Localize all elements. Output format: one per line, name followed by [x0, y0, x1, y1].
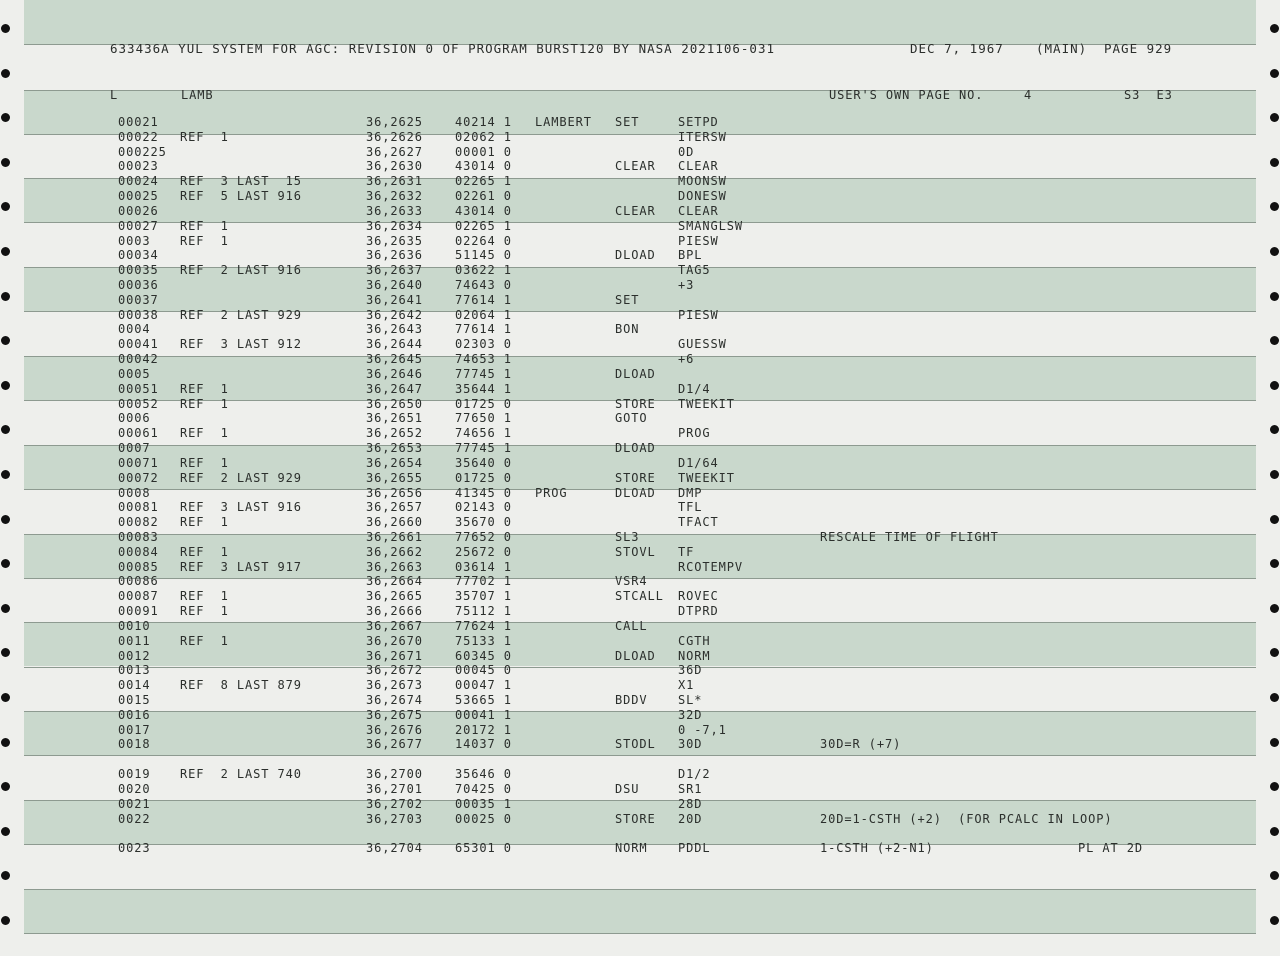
row-opcode: DLOAD — [615, 486, 656, 500]
row-operand: D1/2 — [678, 767, 711, 781]
tractor-hole — [1, 381, 10, 390]
row-operand: ROVEC — [678, 589, 719, 603]
row-address: 36,2634 — [366, 219, 423, 233]
row-octal-code: 75133 1 — [455, 634, 512, 648]
band-rule — [24, 755, 1256, 756]
row-address: 36,2701 — [366, 782, 423, 796]
row-octal-code: 77745 1 — [455, 367, 512, 381]
row-location: 00022 — [118, 130, 159, 144]
row-operand: CLEAR — [678, 204, 719, 218]
row-opcode: STOVL — [615, 545, 656, 559]
row-address: 36,2667 — [366, 619, 423, 633]
row-octal-code: 02303 0 — [455, 337, 512, 351]
row-address: 36,2640 — [366, 278, 423, 292]
row-operand: +6 — [678, 352, 695, 366]
row-reference: REF 2 LAST 916 — [180, 263, 302, 277]
row-opcode: VSR4 — [615, 574, 648, 588]
row-octal-code: 00035 1 — [455, 797, 512, 811]
tractor-hole — [1, 871, 10, 880]
row-operand: 0 -7,1 — [678, 723, 727, 737]
row-label: LAMBERT — [535, 115, 592, 129]
row-location: 0007 — [118, 441, 151, 455]
row-octal-code: 00045 0 — [455, 663, 512, 677]
users-page-number: 4 — [1024, 88, 1033, 102]
row-address: 36,2673 — [366, 678, 423, 692]
row-location: 00025 — [118, 189, 159, 203]
row-operand: D1/64 — [678, 456, 719, 470]
row-octal-code: 14037 0 — [455, 737, 512, 751]
row-operand: DMP — [678, 486, 703, 500]
row-address: 36,2650 — [366, 397, 423, 411]
row-location: 00041 — [118, 337, 159, 351]
row-address: 36,2704 — [366, 841, 423, 855]
subheader-left: L — [110, 88, 119, 102]
row-address: 36,2700 — [366, 767, 423, 781]
row-opcode: GOTO — [615, 411, 648, 425]
row-octal-code: 41345 0 — [455, 486, 512, 500]
row-octal-code: 75112 1 — [455, 604, 512, 618]
page-title: 633436A YUL SYSTEM FOR AGC: REVISION 0 OF PROGRAM BURST120 BY NASA 2021106-031 — [110, 41, 775, 56]
row-octal-code: 53665 1 — [455, 693, 512, 707]
row-location: 00036 — [118, 278, 159, 292]
row-reference: REF 1 — [180, 604, 229, 618]
row-octal-code: 35640 0 — [455, 456, 512, 470]
tractor-hole — [1, 916, 10, 925]
row-octal-code: 43014 0 — [455, 204, 512, 218]
row-location: 00083 — [118, 530, 159, 544]
row-location: 00084 — [118, 545, 159, 559]
row-address: 36,2627 — [366, 145, 423, 159]
row-address: 36,2641 — [366, 293, 423, 307]
row-octal-code: 00047 1 — [455, 678, 512, 692]
row-octal-code: 35646 0 — [455, 767, 512, 781]
row-operand: TAG5 — [678, 263, 711, 277]
tractor-hole — [1, 648, 10, 657]
row-opcode: BON — [615, 322, 640, 336]
row-location: 0003 — [118, 234, 151, 248]
row-opcode: DLOAD — [615, 441, 656, 455]
row-operand: SR1 — [678, 782, 703, 796]
row-octal-code: 03622 1 — [455, 263, 512, 277]
row-operand: 0D — [678, 145, 695, 159]
row-opcode: CALL — [615, 619, 648, 633]
row-octal-code: 02265 1 — [455, 174, 512, 188]
tractor-hole — [1, 158, 10, 167]
row-location: 00035 — [118, 263, 159, 277]
row-location: 00091 — [118, 604, 159, 618]
row-address: 36,2676 — [366, 723, 423, 737]
row-operand: 28D — [678, 797, 703, 811]
tractor-hole — [1, 604, 10, 613]
row-location: 0020 — [118, 782, 151, 796]
tractor-hole — [1270, 515, 1279, 524]
row-operand: ITERSW — [678, 130, 727, 144]
row-location: 0016 — [118, 708, 151, 722]
row-address: 36,2670 — [366, 634, 423, 648]
row-reference: REF 3 LAST 916 — [180, 500, 302, 514]
row-address: 36,2643 — [366, 322, 423, 336]
greenbar-band — [24, 889, 1256, 933]
tractor-hole — [1270, 247, 1279, 256]
page-number: PAGE 929 — [1104, 41, 1173, 56]
tractor-hole — [1270, 604, 1279, 613]
row-operand: SETPD — [678, 115, 719, 129]
row-reference: REF 1 — [180, 634, 229, 648]
row-operand: GUESSW — [678, 337, 727, 351]
row-octal-code: 77650 1 — [455, 411, 512, 425]
row-octal-code: 77614 1 — [455, 322, 512, 336]
row-octal-code: 77745 1 — [455, 441, 512, 455]
tractor-hole — [1, 425, 10, 434]
tractor-hole — [1270, 871, 1279, 880]
row-location: 00027 — [118, 219, 159, 233]
row-operand: TFACT — [678, 515, 719, 529]
tractor-hole — [1, 827, 10, 836]
row-location: 0017 — [118, 723, 151, 737]
tractor-hole — [1, 113, 10, 122]
row-octal-code: 02062 1 — [455, 130, 512, 144]
row-location: 0005 — [118, 367, 151, 381]
row-comment: 1-CSTH (+2-N1) — [820, 841, 934, 855]
row-octal-code: 60345 0 — [455, 649, 512, 663]
row-location: 00086 — [118, 574, 159, 588]
row-opcode: CLEAR — [615, 159, 656, 173]
row-reference: REF 1 — [180, 515, 229, 529]
tractor-hole — [1, 336, 10, 345]
row-opcode: SET — [615, 293, 640, 307]
tractor-hole — [1270, 693, 1279, 702]
tractor-hole — [1270, 113, 1279, 122]
row-opcode: SET — [615, 115, 640, 129]
tractor-hole — [1270, 292, 1279, 301]
subheader-right: S3 E3 — [1124, 88, 1173, 102]
row-location: 00024 — [118, 174, 159, 188]
band-rule — [24, 667, 1256, 668]
row-reference: REF 1 — [180, 382, 229, 396]
row-address: 36,2626 — [366, 130, 423, 144]
row-octal-code: 77702 1 — [455, 574, 512, 588]
row-operand: 32D — [678, 708, 703, 722]
row-location: 0022 — [118, 812, 151, 826]
row-address: 36,2645 — [366, 352, 423, 366]
row-location: 0023 — [118, 841, 151, 855]
row-octal-code: 35707 1 — [455, 589, 512, 603]
tractor-hole — [1270, 470, 1279, 479]
row-address: 36,2633 — [366, 204, 423, 218]
row-address: 36,2644 — [366, 337, 423, 351]
row-octal-code: 02265 1 — [455, 219, 512, 233]
tractor-hole — [1, 470, 10, 479]
row-location: 0014 — [118, 678, 151, 692]
row-reference: REF 1 — [180, 130, 229, 144]
row-reference: REF 1 — [180, 545, 229, 559]
row-octal-code: 02261 0 — [455, 189, 512, 203]
row-operand: RCOTEMPV — [678, 560, 743, 574]
tractor-hole — [1270, 381, 1279, 390]
row-location: 00042 — [118, 352, 159, 366]
row-address: 36,2647 — [366, 382, 423, 396]
row-reference: REF 1 — [180, 456, 229, 470]
row-address: 36,2666 — [366, 604, 423, 618]
row-location: 00051 — [118, 382, 159, 396]
row-operand: TWEEKIT — [678, 397, 735, 411]
tractor-hole — [1270, 559, 1279, 568]
row-address: 36,2635 — [366, 234, 423, 248]
row-operand: NORM — [678, 649, 711, 663]
row-address: 36,2657 — [366, 500, 423, 514]
tractor-hole — [1, 202, 10, 211]
row-address: 36,2674 — [366, 693, 423, 707]
band-rule — [24, 534, 1256, 535]
row-location: 00026 — [118, 204, 159, 218]
row-opcode: SL3 — [615, 530, 640, 544]
row-reference: REF 3 LAST 15 — [180, 174, 302, 188]
row-address: 36,2631 — [366, 174, 423, 188]
row-opcode: CLEAR — [615, 204, 656, 218]
row-address: 36,2662 — [366, 545, 423, 559]
row-location: 0018 — [118, 737, 151, 751]
tractor-hole — [1, 292, 10, 301]
row-location: 0011 — [118, 634, 151, 648]
row-octal-code: 00025 0 — [455, 812, 512, 826]
row-address: 36,2672 — [366, 663, 423, 677]
row-reference: REF 1 — [180, 426, 229, 440]
row-octal-code: 02264 0 — [455, 234, 512, 248]
tractor-hole — [1270, 916, 1279, 925]
row-address: 36,2663 — [366, 560, 423, 574]
band-rule — [24, 356, 1256, 357]
row-operand: TFL — [678, 500, 703, 514]
row-address: 36,2654 — [366, 456, 423, 470]
row-address: 36,2651 — [366, 411, 423, 425]
row-location: 00034 — [118, 248, 159, 262]
tractor-hole — [1, 515, 10, 524]
row-octal-code: 74656 1 — [455, 426, 512, 440]
row-octal-code: 77652 0 — [455, 530, 512, 544]
row-location: 0021 — [118, 797, 151, 811]
row-operand: 20D — [678, 812, 703, 826]
row-location: 00071 — [118, 456, 159, 470]
row-reference: REF 3 LAST 912 — [180, 337, 302, 351]
row-address: 36,2660 — [366, 515, 423, 529]
row-address: 36,2677 — [366, 737, 423, 751]
row-reference: REF 8 LAST 879 — [180, 678, 302, 692]
row-operand: CLEAR — [678, 159, 719, 173]
row-address: 36,2703 — [366, 812, 423, 826]
row-address: 36,2665 — [366, 589, 423, 603]
tractor-hole — [1, 247, 10, 256]
row-operand: TWEEKIT — [678, 471, 735, 485]
row-opcode: STORE — [615, 812, 656, 826]
row-octal-code: 65301 0 — [455, 841, 512, 855]
row-octal-code: 77614 1 — [455, 293, 512, 307]
row-octal-code: 51145 0 — [455, 248, 512, 262]
row-octal-code: 74643 0 — [455, 278, 512, 292]
row-address: 36,2646 — [366, 367, 423, 381]
row-octal-code: 74653 1 — [455, 352, 512, 366]
row-opcode: DSU — [615, 782, 640, 796]
row-operand: DONESW — [678, 189, 727, 203]
row-octal-code: 70425 0 — [455, 782, 512, 796]
log-section-name: LAMB — [181, 88, 214, 102]
row-address: 36,2661 — [366, 530, 423, 544]
row-comment: 20D=1-CSTH (+2) (FOR PCALC IN LOOP) — [820, 812, 1113, 826]
row-operand: SL* — [678, 693, 703, 707]
row-address: 36,2642 — [366, 308, 423, 322]
row-operand: CGTH — [678, 634, 711, 648]
row-octal-code: 40214 1 — [455, 115, 512, 129]
row-address: 36,2671 — [366, 649, 423, 663]
row-location: 0013 — [118, 663, 151, 677]
row-octal-code: 43014 0 — [455, 159, 512, 173]
tractor-hole — [1, 24, 10, 33]
row-octal-code: 00041 1 — [455, 708, 512, 722]
row-address: 36,2630 — [366, 159, 423, 173]
row-location: 0019 — [118, 767, 151, 781]
row-reference: REF 2 LAST 929 — [180, 471, 302, 485]
tractor-hole — [1, 559, 10, 568]
row-operand: +3 — [678, 278, 695, 292]
row-address: 36,2656 — [366, 486, 423, 500]
row-location: 00081 — [118, 500, 159, 514]
row-address: 36,2702 — [366, 797, 423, 811]
row-octal-code: 00001 0 — [455, 145, 512, 159]
row-location: 0010 — [118, 619, 151, 633]
row-reference: REF 5 LAST 916 — [180, 189, 302, 203]
row-location: 0015 — [118, 693, 151, 707]
row-reference: REF 3 LAST 917 — [180, 560, 302, 574]
row-location: 00085 — [118, 560, 159, 574]
row-reference: REF 1 — [180, 589, 229, 603]
row-opcode: STORE — [615, 471, 656, 485]
row-address: 36,2652 — [366, 426, 423, 440]
row-location: 00082 — [118, 515, 159, 529]
row-operand: TF — [678, 545, 695, 559]
row-operand: PIESW — [678, 308, 719, 322]
row-location: 00037 — [118, 293, 159, 307]
band-rule — [24, 800, 1256, 801]
band-rule — [24, 711, 1256, 712]
row-operand: PROG — [678, 426, 711, 440]
row-octal-code: 35644 1 — [455, 382, 512, 396]
row-location: 00087 — [118, 589, 159, 603]
row-label: PROG — [535, 486, 568, 500]
row-address: 36,2653 — [366, 441, 423, 455]
users-page-label: USER'S OWN PAGE NO. — [829, 88, 984, 102]
row-octal-code: 25672 0 — [455, 545, 512, 559]
row-location: 00021 — [118, 115, 159, 129]
print-date: DEC 7, 1967 — [910, 41, 1004, 56]
tractor-hole — [1270, 336, 1279, 345]
row-opcode: STODL — [615, 737, 656, 751]
row-location: 00061 — [118, 426, 159, 440]
band-rule — [24, 889, 1256, 890]
row-reference: REF 1 — [180, 219, 229, 233]
row-opcode: STORE — [615, 397, 656, 411]
row-opcode: STCALL — [615, 589, 664, 603]
row-location: 0006 — [118, 411, 151, 425]
tractor-hole — [1270, 69, 1279, 78]
section-label: (MAIN) — [1036, 41, 1088, 56]
row-operand: PIESW — [678, 234, 719, 248]
row-location: 00072 — [118, 471, 159, 485]
row-operand: PDDL — [678, 841, 711, 855]
tractor-hole — [1, 693, 10, 702]
row-octal-code: 01725 0 — [455, 471, 512, 485]
row-opcode: DLOAD — [615, 367, 656, 381]
tractor-hole — [1270, 202, 1279, 211]
row-address: 36,2632 — [366, 189, 423, 203]
tractor-hole — [1, 69, 10, 78]
tractor-hole — [1270, 827, 1279, 836]
row-operand: BPL — [678, 248, 703, 262]
row-octal-code: 20172 1 — [455, 723, 512, 737]
tractor-hole — [1270, 158, 1279, 167]
row-octal-code: 02064 1 — [455, 308, 512, 322]
row-location: 0012 — [118, 649, 151, 663]
row-opcode: DLOAD — [615, 248, 656, 262]
row-location: 00023 — [118, 159, 159, 173]
row-comment: RESCALE TIME OF FLIGHT — [820, 530, 999, 544]
row-operand: 30D — [678, 737, 703, 751]
row-octal-code: 01725 0 — [455, 397, 512, 411]
row-operand: X1 — [678, 678, 695, 692]
row-address: 36,2664 — [366, 574, 423, 588]
row-reference: REF 1 — [180, 397, 229, 411]
row-address: 36,2625 — [366, 115, 423, 129]
row-address: 36,2636 — [366, 248, 423, 262]
row-octal-code: 03614 1 — [455, 560, 512, 574]
row-operand: MOONSW — [678, 174, 727, 188]
row-operand: D1/4 — [678, 382, 711, 396]
tractor-hole — [1, 738, 10, 747]
greenbar-band — [24, 0, 1256, 44]
row-reference: REF 2 LAST 740 — [180, 767, 302, 781]
tractor-hole — [1270, 425, 1279, 434]
tractor-hole — [1270, 24, 1279, 33]
row-address: 36,2655 — [366, 471, 423, 485]
row-location: 00052 — [118, 397, 159, 411]
row-location: 00038 — [118, 308, 159, 322]
band-rule — [24, 933, 1256, 934]
row-octal-code: 02143 0 — [455, 500, 512, 514]
row-location: 0004 — [118, 322, 151, 336]
tractor-hole — [1270, 738, 1279, 747]
row-opcode: DLOAD — [615, 649, 656, 663]
row-octal-code: 35670 0 — [455, 515, 512, 529]
tractor-hole — [1270, 782, 1279, 791]
tractor-hole — [1, 782, 10, 791]
row-opcode: BDDV — [615, 693, 648, 707]
row-location: 000225 — [118, 145, 167, 159]
row-operand: DTPRD — [678, 604, 719, 618]
row-comment: 30D=R (+7) — [820, 737, 902, 751]
row-reference: REF 1 — [180, 234, 229, 248]
row-opcode: NORM — [615, 841, 648, 855]
row-operand: 36D — [678, 663, 703, 677]
row-address: 36,2637 — [366, 263, 423, 277]
row-location: 0008 — [118, 486, 151, 500]
row-address: 36,2675 — [366, 708, 423, 722]
row-octal-code: 77624 1 — [455, 619, 512, 633]
row-operand: SMANGLSW — [678, 219, 743, 233]
row-reference: REF 2 LAST 929 — [180, 308, 302, 322]
tractor-hole — [1270, 648, 1279, 657]
row-comment-right: PL AT 2D — [1078, 841, 1143, 855]
